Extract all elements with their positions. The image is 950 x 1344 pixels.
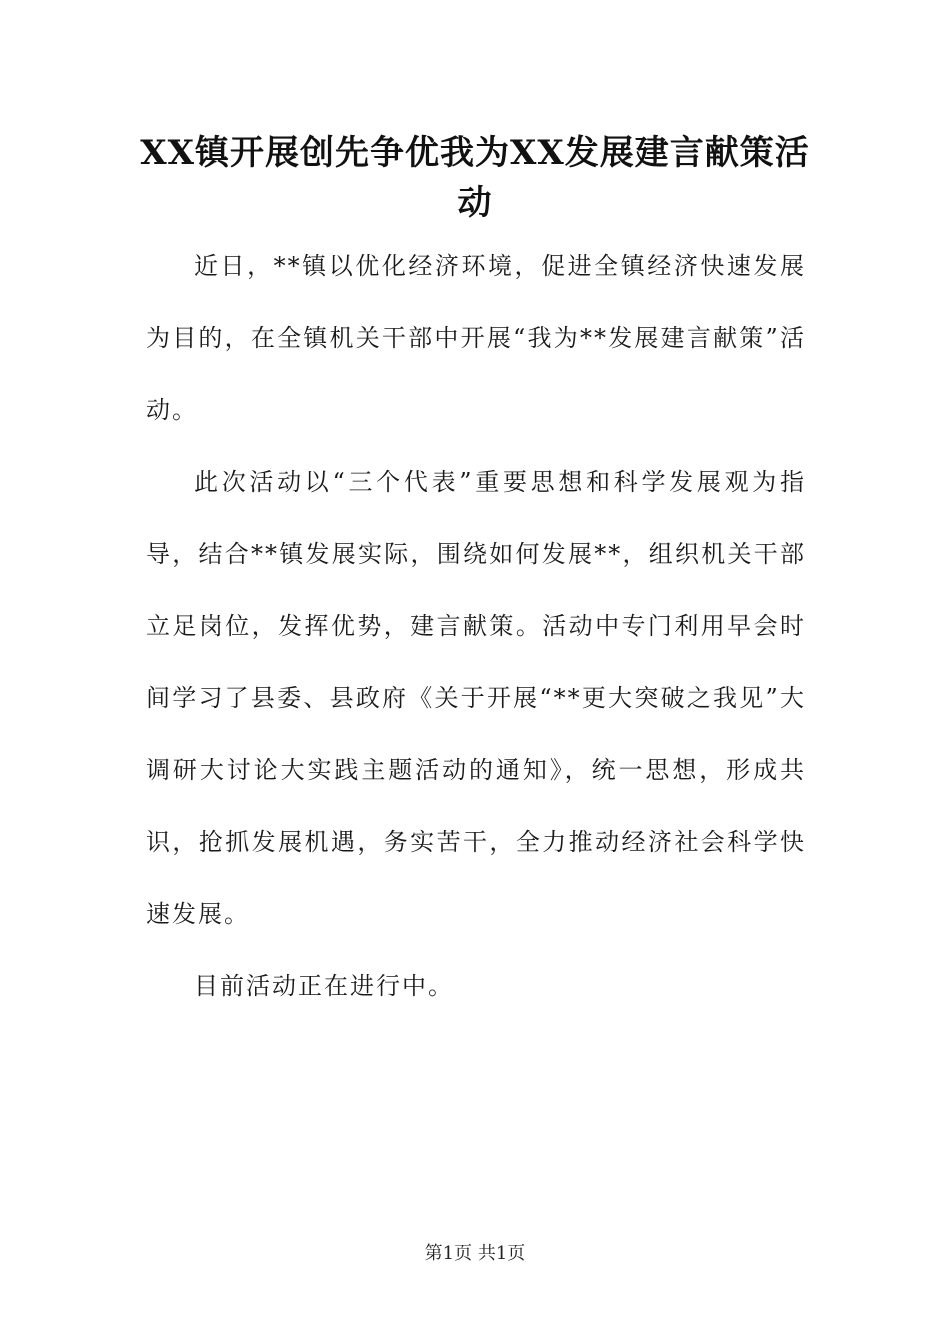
document-title: XX镇开展创先争优我为XX发展建言献策活动 [140, 133, 810, 223]
paragraph-3: 目前活动正在进行中。 [194, 972, 454, 1000]
paragraph-2: 此次活动以“三个代表”重要思想和科学发展观为指导，结合**镇发展实际，围绕如何发展**，组织机关干部立足岗位，发挥优势，建言献策。活动中专门利用早会时间学习了县委、县政府《关于开展“**更大突破之我见”大调研大讨论大实践主题活动的通知》，统一思想，形成共识，抢抓发展机遇，务实苦干，全力推动经济社会科学快速发展。 [146, 468, 806, 928]
paragraph-1: 近日，**镇以优化经济环境，促进全镇经济快速发展为目的，在全镇机关干部中开展“我为**发展建言献策”活动。 [146, 252, 806, 424]
page-footer: 第1页 共1页 [424, 1243, 526, 1264]
document-body [146, 230, 806, 1022]
